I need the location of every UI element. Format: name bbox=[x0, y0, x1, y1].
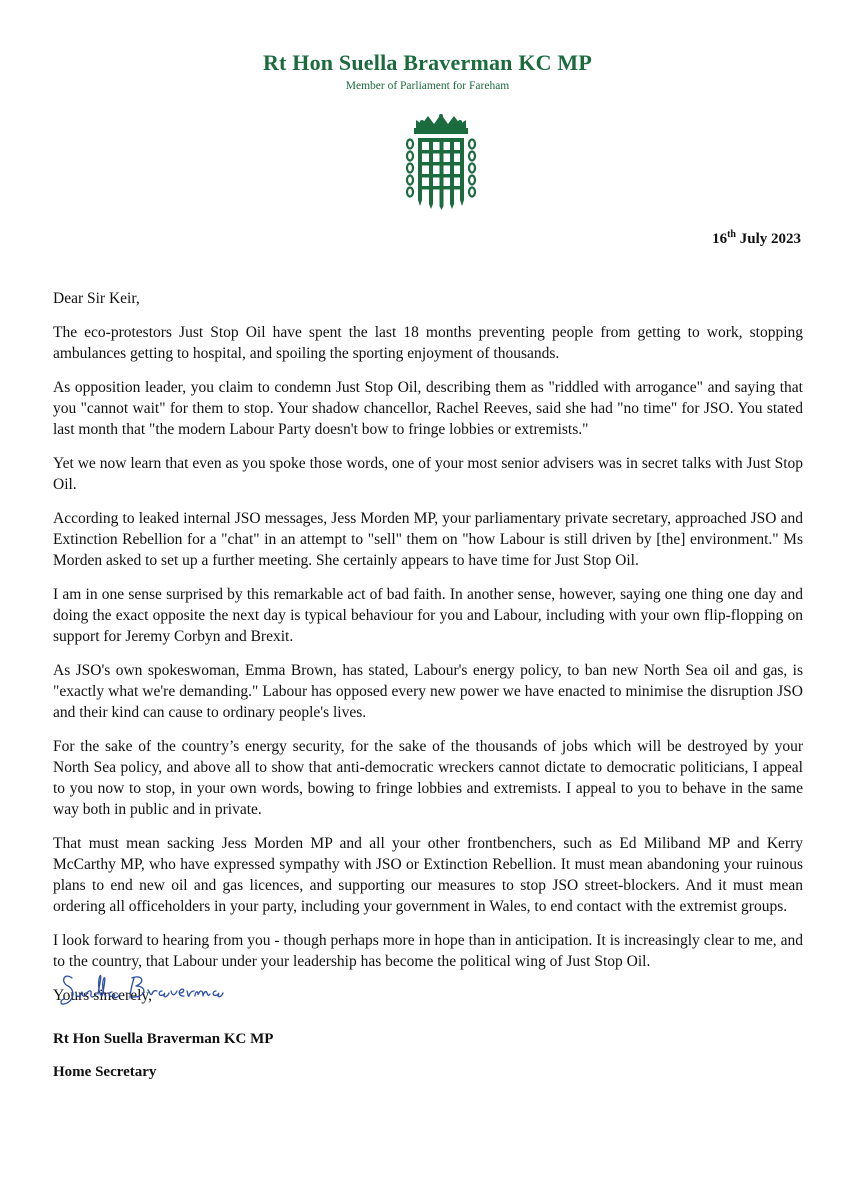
handwritten-signature bbox=[58, 964, 228, 1014]
date-suffix: th bbox=[727, 229, 736, 240]
paragraph: I am in one sense surprised by this remarkable act of bad faith. In another sense, however, saying one thing one day and doing the exact opposite the next day is typical behaviour for you and Labour, including with your own flip-flopping on support for Jeremy Corbyn and Brexit. bbox=[53, 586, 803, 645]
letterhead-subtitle: Member of Parliament for Fareham bbox=[345, 80, 510, 92]
letter-body bbox=[53, 288, 803, 1019]
paragraph: That must mean sacking Jess Morden MP and all your other frontbenchers, such as Ed Miliband MP and Kerry McCarthy MP, who have expressed sympathy with JSO or Extinction Rebellion. It must mean abandoning your ruinous plans to end new oil and gas licences, and supporting our measures to stop JSO street-blockers. And it must mean ordering all officeholders in your party, including your government in Wales, to end contact with the extremist groups. bbox=[53, 835, 803, 915]
closing: Yours sincerely, bbox=[53, 987, 153, 1004]
salutation: Dear Sir Keir, bbox=[53, 290, 140, 307]
paragraph: For the sake of the country’s energy security, for the sake of the thousands of jobs which will be destroyed by your North Sea policy, and above all to show that anti-democratic wreckers cannot dictate to democratic politicians, I appeal to you now to stop, in your own words, bowing to fringe lobbies and extremists. I appeal to you to behave in the same way both in public and in private. bbox=[53, 738, 803, 818]
paragraph: As JSO's own spokeswoman, Emma Brown, has stated, Labour's energy policy, to ban new North Sea oil and gas, is "exactly what we're demanding." Labour has opposed every new power we have enacted to minimise the disruption JSO and their kind can cause to ordinary people's lives. bbox=[53, 662, 803, 721]
letterhead-name: Rt Hon Suella Braverman KC MP bbox=[262, 50, 593, 75]
paragraph: According to leaked internal JSO messages, Jess Morden MP, your parliamentary private secretary, approached JSO and Extinction Rebellion for a "chat" in an attempt to "sell" them on "how Labour is still driven by [the] environment." Ms Morden asked to set up a further meeting. She certainly appears to have time for Just Stop Oil. bbox=[53, 510, 803, 569]
signatory-title: Home Secretary bbox=[53, 1064, 157, 1080]
paragraph: As opposition leader, you claim to condemn Just Stop Oil, describing them as "riddled with arrogance" and saying that you "cannot wait" for them to stop. Your shadow chancellor, Rachel Reeves, said she had "no time" for JSO. You stated last month that "the modern Labour Party doesn't bow to fringe lobbies or extremists." bbox=[53, 379, 803, 438]
paragraph: Yet we now learn that even as you spoke those words, one of your most senior advisers was in secret talks with Just Stop Oil. bbox=[53, 455, 803, 493]
letter-date bbox=[712, 229, 801, 248]
date-day: 16 bbox=[712, 231, 728, 247]
signatory-name: Rt Hon Suella Braverman KC MP bbox=[53, 1031, 274, 1047]
paragraph: The eco-protestors Just Stop Oil have spent the last 18 months preventing people from getting to work, stopping ambulances getting to hospital, and spoiling the sporting enjoyment of thousands. bbox=[53, 324, 803, 362]
portcullis-icon bbox=[398, 114, 484, 210]
date-rest: July 2023 bbox=[735, 231, 801, 247]
paragraph: I look forward to hearing from you - though perhaps more in hope than in anticipation. It is increasingly clear to me, and to the country, that Labour under your leadership has become the political wing of Just Stop Oil. bbox=[53, 932, 803, 970]
